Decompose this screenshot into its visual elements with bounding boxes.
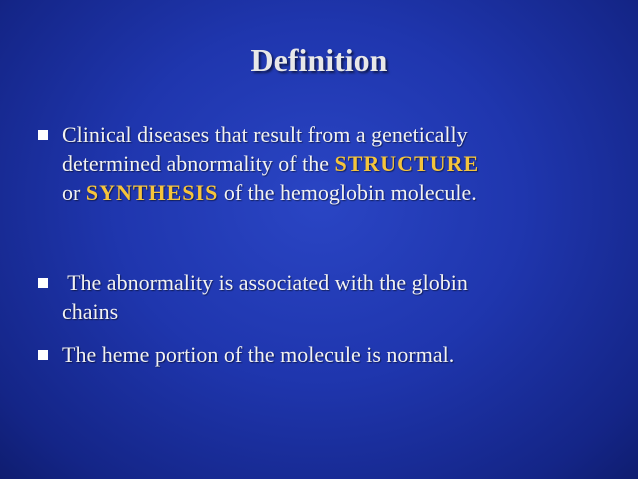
bullet-item-definition (38, 120, 598, 210)
emphasis-structure: STRUCTURE (334, 151, 480, 176)
bullet-line-text: or (62, 180, 86, 205)
bullet-line-text: The abnormality is associated with the globin (62, 270, 468, 295)
square-bullet-icon (38, 130, 48, 140)
square-bullet-icon (38, 278, 48, 288)
bullet-item-heme (38, 340, 598, 372)
square-bullet-icon (38, 350, 48, 360)
bullet-line-text: determined abnormality of the (62, 151, 335, 176)
bullet-text (62, 120, 602, 207)
bullet-text (62, 268, 602, 326)
bullet-line (62, 268, 602, 297)
bullet-line (62, 178, 602, 207)
bullet-line-text: of the hemoglobin molecule. (218, 180, 477, 205)
bullet-line-text: Clinical diseases that result from a genetically (62, 122, 468, 147)
emphasis-synthesis: SYNTHESIS (85, 180, 219, 205)
bullet-line (62, 120, 602, 149)
bullet-line (62, 149, 602, 178)
bullet-line-text: The heme portion of the molecule is normal. (62, 342, 455, 367)
bullet-item-globin (38, 268, 598, 328)
slide-title: Definition (250, 42, 388, 78)
bullet-line-text: chains (62, 299, 119, 324)
bullet-text (62, 340, 602, 369)
bullet-line (62, 340, 602, 369)
bullet-line (62, 297, 602, 326)
